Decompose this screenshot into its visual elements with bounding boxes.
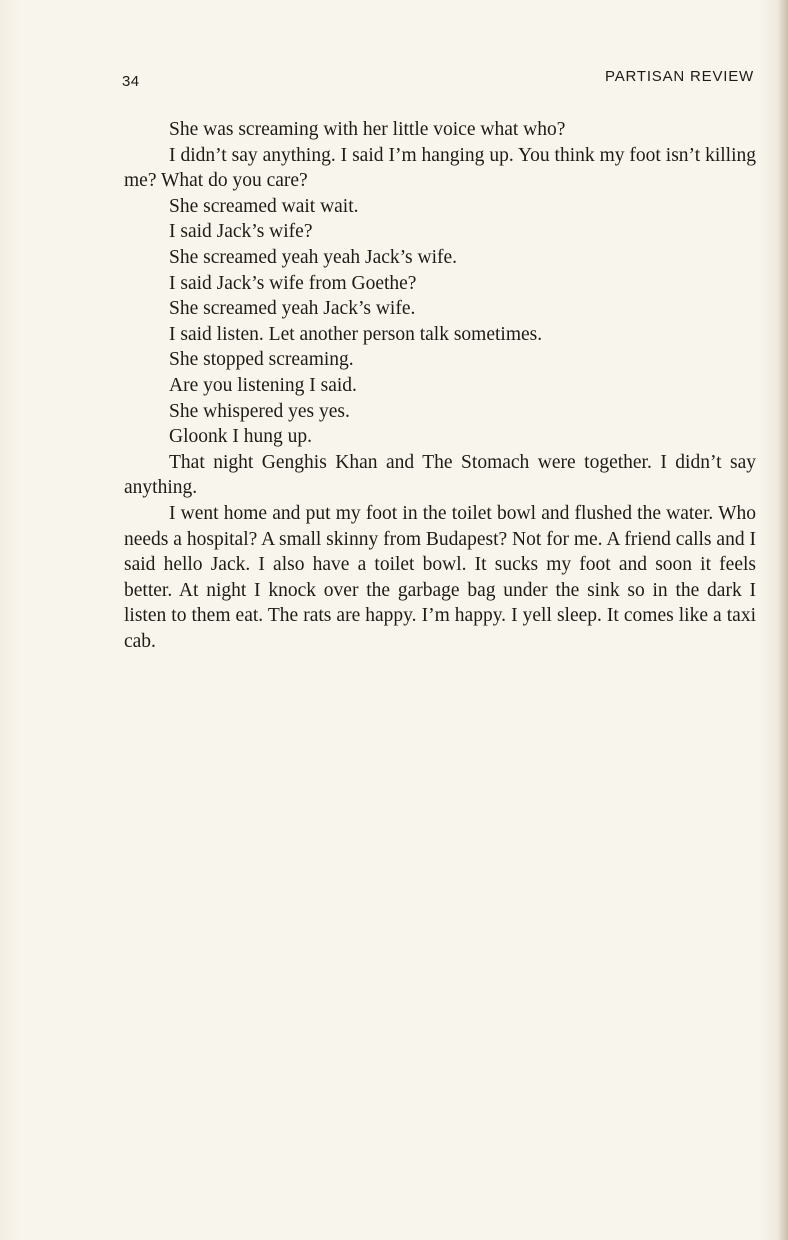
- paragraph: She screamed wait wait.: [169, 195, 359, 217]
- page-number: 34: [122, 73, 140, 90]
- journal-title: PARTISAN REVIEW: [605, 68, 754, 85]
- paragraph: She screamed yeah yeah Jack’s wife.: [169, 246, 458, 268]
- paragraph: She screamed yeah Jack’s wife.: [169, 298, 416, 320]
- paragraph: I said listen. Let another person talk sometimes.: [169, 323, 543, 345]
- paragraph: She was screaming with her little voice what who?: [169, 119, 566, 140]
- paragraph: That night Genghis Khan and The Stomach were together. I didn’t say anything.: [124, 451, 756, 499]
- paragraph: She whispered yes yes.: [169, 400, 350, 422]
- running-head: [122, 68, 754, 92]
- paragraph: I said Jack’s wife from Goethe?: [169, 272, 417, 294]
- paragraph: Are you listening I said.: [169, 374, 357, 396]
- paragraph: I didn’t say anything. I said I’m hanging up. You think my foot isn’t killing me? What do you care?: [124, 144, 756, 192]
- paragraph: I went home and put my foot in the toilet bowl and flushed the water. Who needs a hospital? A small skinny from Budapest? Not for me. A friend calls and I said hello Jack. I also have a toilet bowl. It sucks my foot and soon it feels better. At night I knock over the garbage bag under the sink so in the dark I listen to them eat. The rats are happy. I’m happy. I yell sleep. It comes like a taxi cab.: [124, 502, 756, 652]
- paragraph: She stopped screaming.: [169, 349, 354, 371]
- body-text: [124, 117, 756, 654]
- paragraph: I said Jack’s wife?: [169, 221, 313, 243]
- page-edge-shadow: [778, 0, 788, 1240]
- paragraph: Gloonk I hung up.: [169, 426, 312, 448]
